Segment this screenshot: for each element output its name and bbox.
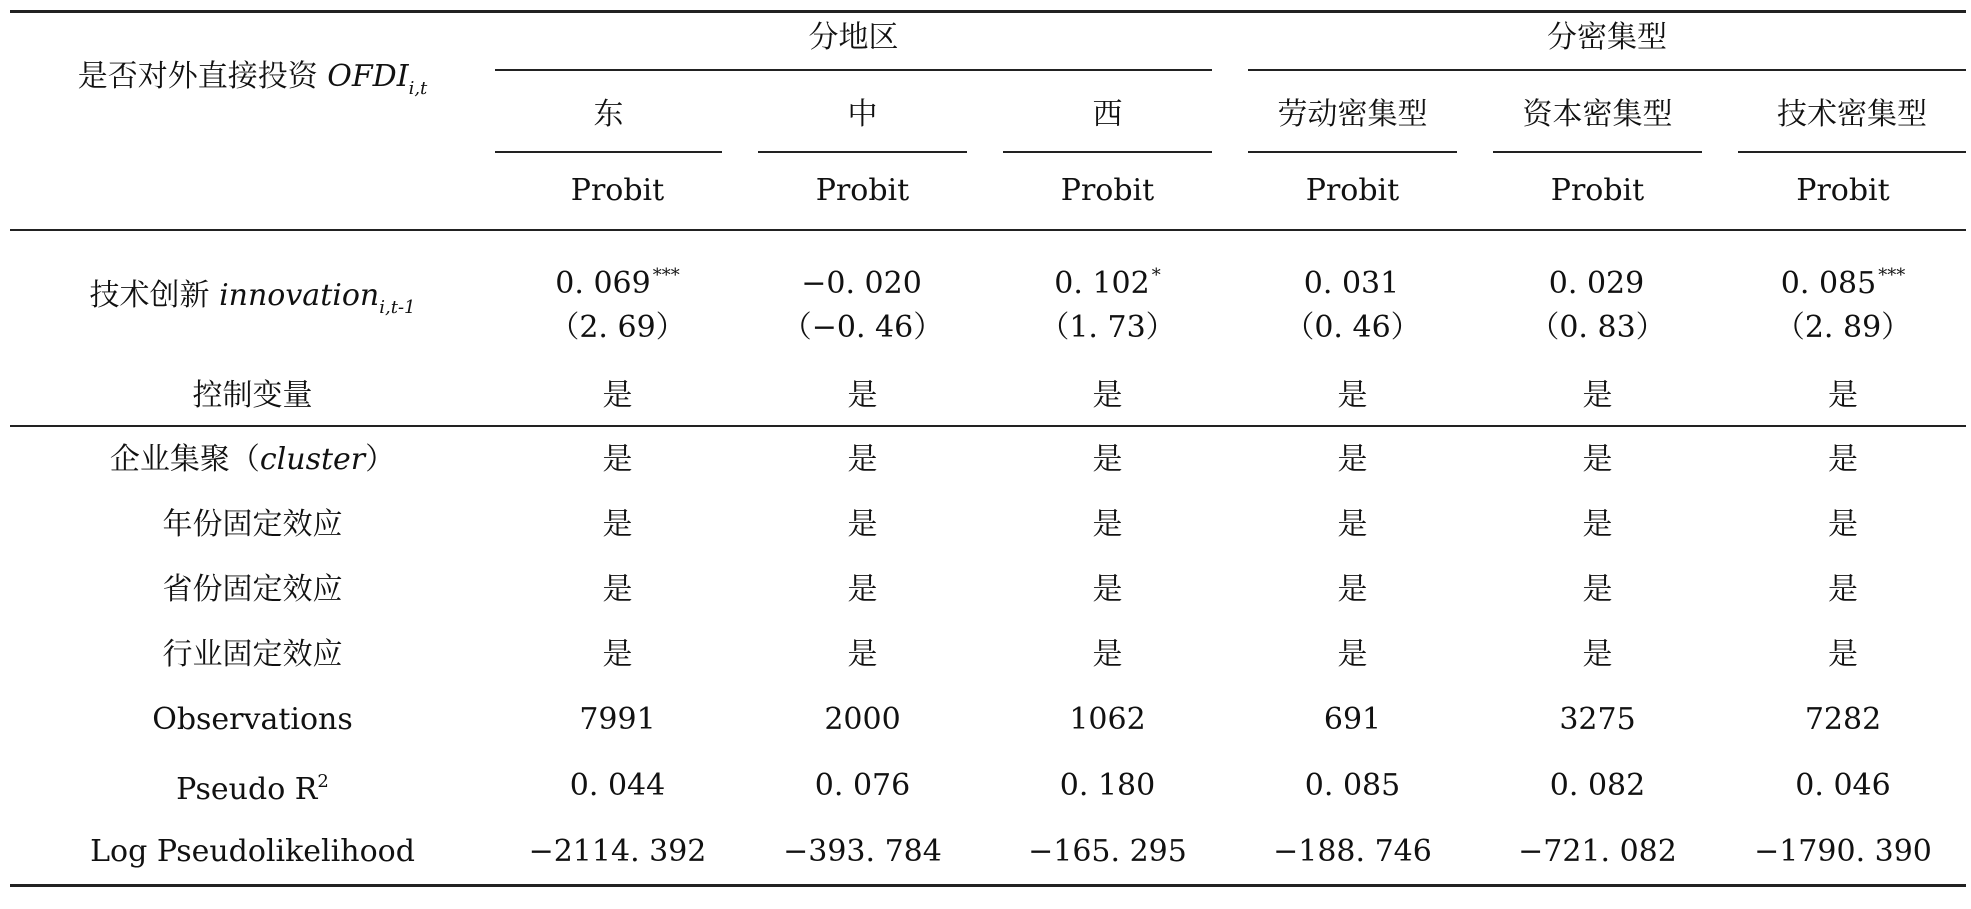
col-header-east: 东 [495, 79, 740, 153]
log-likelihood-cell: −393. 784 [740, 819, 985, 886]
coef-variable-symbol: innovation [219, 278, 380, 313]
year-fe-cell: 是 [1092, 506, 1123, 542]
control-row [10, 373, 1966, 426]
coef-value: 0. 029 [1548, 266, 1645, 301]
observations-cell: 7991 [579, 702, 656, 737]
model-cell: Probit [1230, 153, 1475, 230]
regression-table [10, 10, 1966, 887]
model-row [10, 153, 1966, 230]
province-fe-cell: 是 [1092, 571, 1123, 607]
coef-value: −0. 020 [801, 266, 922, 301]
coef-cell [1475, 230, 1720, 373]
coef-variable-subscript: i,t-1 [379, 297, 416, 318]
year-fe-row [10, 492, 1966, 557]
observations-cell: 7282 [1804, 702, 1882, 737]
model-cell: Probit [1720, 153, 1966, 230]
col-header-labor: 劳动密集型 [1230, 79, 1475, 153]
col-header-central: 中 [740, 79, 985, 153]
log-likelihood-label: Log Pseudolikelihood [10, 819, 495, 886]
industry-fe-cell: 是 [1337, 636, 1368, 672]
log-likelihood-cell: −1790. 390 [1720, 819, 1966, 886]
t-statistic: （2. 69） [549, 310, 686, 345]
t-statistic: （−0. 46） [781, 310, 944, 345]
observations-cell: 3275 [1559, 702, 1636, 737]
group-header-region [495, 12, 1230, 80]
control-cell: 是 [1475, 373, 1720, 426]
cluster-cell: 是 [1092, 441, 1123, 477]
model-cell: Probit [1475, 153, 1720, 230]
model-cell: Probit [495, 153, 740, 230]
pseudo-r2-row [10, 753, 1966, 819]
year-fe-cell: 是 [847, 506, 878, 542]
log-likelihood-cell: −165. 295 [985, 819, 1230, 886]
group-header-intensity [1230, 12, 1966, 80]
model-row-label [10, 153, 495, 230]
coef-cell [985, 230, 1230, 373]
coef-cell [1230, 230, 1475, 373]
cluster-cell: 是 [1582, 441, 1613, 477]
dependent-variable-subscript: i,t [408, 78, 428, 99]
control-row-label: 控制变量 [10, 373, 495, 426]
log-likelihood-cell: −721. 082 [1475, 819, 1720, 886]
t-statistic: （0. 83） [1529, 310, 1666, 345]
cluster-cell: 是 [1337, 441, 1368, 477]
log-likelihood-cell: −2114. 392 [495, 819, 740, 886]
coef-value: 0. 085 [1780, 266, 1877, 301]
observations-label: Observations [152, 702, 353, 737]
significance-stars: *** [1878, 265, 1906, 286]
significance-stars: * [1151, 265, 1161, 286]
pseudo-r2-cell: 0. 085 [1304, 768, 1401, 803]
industry-fe-cell: 是 [602, 636, 633, 672]
control-cell: 是 [740, 373, 985, 426]
pseudo-r2-cell: 0. 044 [569, 768, 666, 803]
province-fe-cell: 是 [1828, 571, 1858, 607]
coef-row [10, 230, 1966, 373]
col-header-technology: 技术密集型 [1720, 79, 1966, 153]
cluster-cell: 是 [1828, 441, 1858, 477]
significance-stars: *** [652, 265, 680, 286]
col-header-capital: 资本密集型 [1475, 79, 1720, 153]
cluster-cell: 是 [847, 441, 878, 477]
log-likelihood-cell: −188. 746 [1230, 819, 1475, 886]
observations-cell: 2000 [824, 702, 901, 737]
year-fe-cell: 是 [1828, 506, 1858, 542]
pseudo-r2-label: Pseudo $R^2$ [176, 771, 329, 807]
model-cell: Probit [740, 153, 985, 230]
coef-cell [1720, 230, 1966, 373]
province-fe-row [10, 557, 1966, 622]
observations-cell: 691 [1323, 702, 1382, 737]
coef-value: 0. 102 [1054, 266, 1150, 301]
cluster-row [10, 426, 1966, 492]
observations-row [10, 687, 1966, 753]
cluster-cell: 是 [602, 441, 633, 477]
province-fe-cell: 是 [602, 571, 633, 607]
dependent-variable-symbol: OFDI [327, 59, 409, 94]
log-likelihood-row [10, 819, 1966, 886]
province-fe-label: 省份固定效应 [162, 571, 343, 607]
industry-fe-cell: 是 [1092, 636, 1123, 672]
control-cell: 是 [985, 373, 1230, 426]
t-statistic: （2. 89） [1774, 310, 1912, 345]
coef-cell [740, 230, 985, 373]
dependent-variable-label [10, 12, 495, 154]
province-fe-cell: 是 [1582, 571, 1613, 607]
t-statistic: （1. 73） [1039, 310, 1176, 345]
group-header-row [10, 12, 1966, 80]
pseudo-r2-cell: 0. 076 [814, 768, 911, 803]
observations-cell: 1062 [1069, 702, 1146, 737]
col-header-west: 西 [985, 79, 1230, 153]
province-fe-cell: 是 [847, 571, 878, 607]
coef-value: 0. 069 [555, 266, 651, 301]
group-label-region: 分地区 [495, 21, 1212, 71]
coef-row-label: 技术创新 innovation$_{i,t-1}$ [89, 278, 416, 318]
control-cell: 是 [495, 373, 740, 426]
year-fe-cell: 是 [1337, 506, 1368, 542]
year-fe-cell: 是 [1582, 506, 1613, 542]
group-label-intensity: 分密集型 [1248, 21, 1966, 71]
pseudo-r2-cell: 0. 082 [1549, 768, 1646, 803]
year-fe-cell: 是 [602, 506, 633, 542]
industry-fe-cell: 是 [1828, 636, 1858, 672]
coef-value: 0. 031 [1303, 266, 1400, 301]
pseudo-r2-cell: 0. 180 [1059, 768, 1156, 803]
industry-fe-row [10, 622, 1966, 687]
model-cell: Probit [985, 153, 1230, 230]
dependent-variable-cn: 是否对外直接投资 [77, 59, 318, 94]
cluster-row-label: 企业集聚（cluster） [109, 441, 396, 477]
coef-cell [495, 230, 740, 373]
control-cell: 是 [1230, 373, 1475, 426]
industry-fe-cell: 是 [1582, 636, 1613, 672]
year-fe-label: 年份固定效应 [162, 506, 343, 542]
control-cell: 是 [1720, 373, 1966, 426]
industry-fe-cell: 是 [847, 636, 878, 672]
industry-fe-label: 行业固定效应 [162, 636, 343, 672]
pseudo-r2-cell: 0. 046 [1795, 768, 1891, 803]
province-fe-cell: 是 [1337, 571, 1368, 607]
t-statistic: （0. 46） [1284, 310, 1421, 345]
